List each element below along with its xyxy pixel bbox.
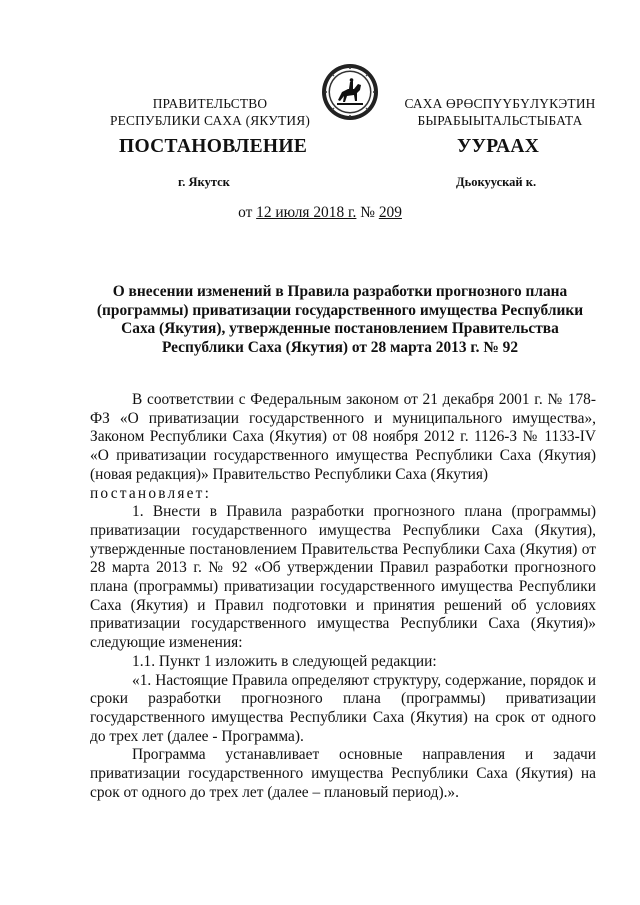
government-name-sakha	[380, 95, 620, 129]
document-type-sakha: УУРААХ	[457, 136, 540, 157]
number-sign: №	[360, 204, 375, 221]
document-title: О внесении изменений в Правила разработки прогнозного плана (программы) приватизации государственного имущества Республики Саха (Якутия), утвержденные постановлением Правительства Республики Саха (Якутия) от 28 марта 2013 г. № 92	[96, 283, 584, 356]
org-line: РЕСПУБЛИКИ САХА (ЯКУТИЯ)	[110, 113, 310, 128]
document-type-ru: ПОСТАНОВЛЕНИЕ	[119, 136, 308, 157]
org-line: САХА ӨРӨСПҮҮБҮЛҮКЭТИН	[404, 96, 596, 111]
org-line: ПРАВИТЕЛЬСТВО	[152, 96, 268, 111]
document-date-number	[0, 204, 640, 222]
city-ru: г. Якутск	[178, 175, 230, 189]
city-sakha: Дьокуускай к.	[456, 175, 537, 189]
coat-of-arms-icon	[320, 62, 380, 122]
document-number: 209	[378, 204, 402, 221]
preamble-text: В соответствии с Федеральным законом от 21 декабря 2001 г. № 178-ФЗ «О приватизации государственного и муниципального имущества», Законом Республики Саха (Якутия) от 08 ноября 2012 г. 1126-З № 1133-IV «О приватизации государственного имущества Республики Саха (Якутия) (новая редакция)» Правительство Республики Саха (Якутия)	[90, 391, 596, 483]
org-line: БЫРАБЫЫТАЛЬСТЫБАТА	[417, 113, 583, 128]
government-name-ru	[100, 95, 320, 129]
paragraph-rule-1: «1. Настоящие Правила определяют структуру, содержание, порядок и сроки разработки прогнозного плана (программы) приватизации государственного имущества Республики Саха (Якутия) на срок от одного до трех лет (далее - Программа).	[90, 671, 596, 745]
paragraph-item-1: 1. Внести в Правила разработки прогнозного плана (программы) приватизации государственного имущества Республики Саха (Якутия), утвержденные постановлением Правительства Республики Саха (Якутия) от 28 марта 2013 г. № 92 «Об утверждении Правил разработки прогнозного плана (программы) приватизации государственного имущества Республики Саха (Якутия) и Правил подготовки и принятия решений об условиях приватизации государственного имущества Республики Саха (Якутия)» следующие изменения:	[90, 503, 596, 652]
date-prefix: от	[238, 204, 253, 221]
paragraph-program: Программа устанавливает основные направления и задачи приватизации государственного имущества Республики Саха (Якутия) на срок от одного до трех лет (далее – плановый период).».	[90, 746, 596, 801]
document-date: 12 июля 2018 г.	[256, 204, 357, 221]
decree-word: постановляет:	[90, 484, 212, 502]
document-body	[90, 391, 596, 802]
paragraph-item-1-1: 1.1. Пункт 1 изложить в следующей редакции:	[132, 652, 437, 670]
paragraph-preamble	[90, 391, 596, 503]
